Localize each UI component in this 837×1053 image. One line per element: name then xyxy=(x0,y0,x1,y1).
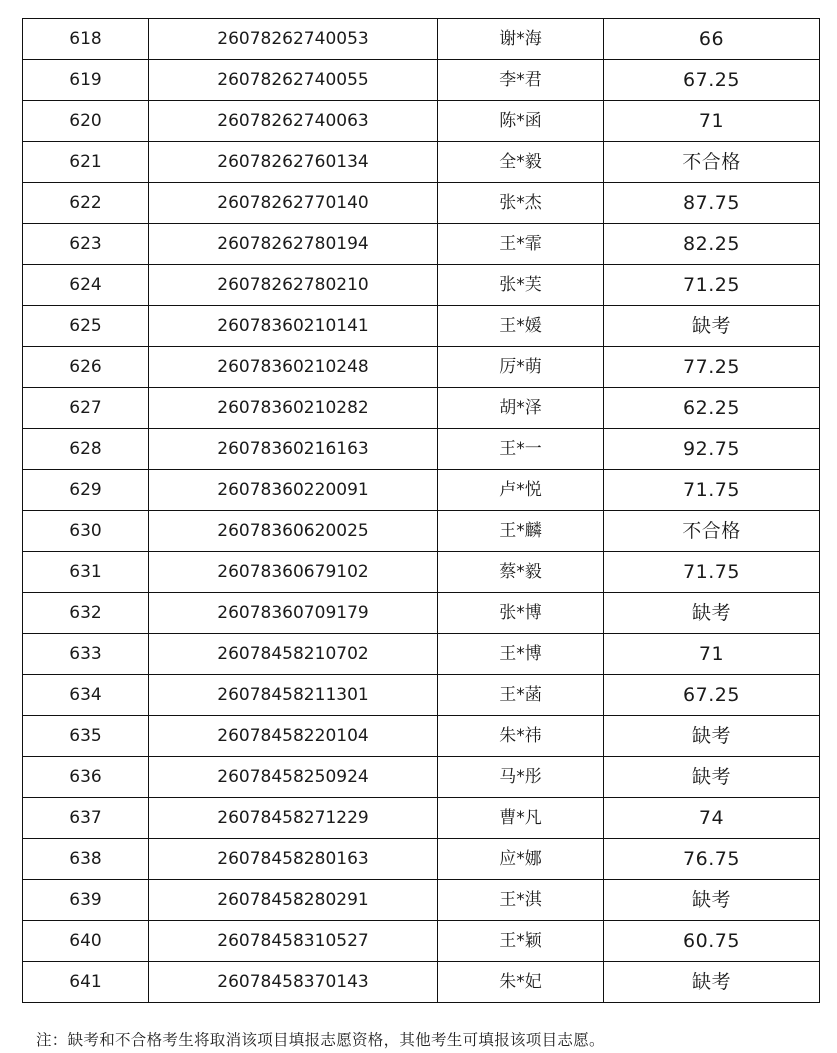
candidate-name-cell: 厉*萌 xyxy=(438,347,604,388)
score-cell: 67.25 xyxy=(604,60,820,101)
table-row xyxy=(23,593,820,634)
candidate-name-cell: 张*杰 xyxy=(438,183,604,224)
table-row xyxy=(23,798,820,839)
score-cell: 87.75 xyxy=(604,183,820,224)
score-cell: 缺考 xyxy=(604,962,820,1003)
candidate-name-cell: 张*博 xyxy=(438,593,604,634)
row-number-cell: 626 xyxy=(23,347,149,388)
candidate-name-cell: 王*一 xyxy=(438,429,604,470)
candidate-name-cell: 王*媛 xyxy=(438,306,604,347)
score-cell: 82.25 xyxy=(604,224,820,265)
table-row xyxy=(23,183,820,224)
score-cell: 76.75 xyxy=(604,839,820,880)
row-number-cell: 619 xyxy=(23,60,149,101)
row-number-cell: 627 xyxy=(23,388,149,429)
row-number-cell: 635 xyxy=(23,716,149,757)
candidate-name-cell: 李*君 xyxy=(438,60,604,101)
table-row xyxy=(23,388,820,429)
table-row xyxy=(23,470,820,511)
candidate-id-cell: 26078458271229 xyxy=(149,798,438,839)
score-cell: 71.75 xyxy=(604,470,820,511)
candidate-name-cell: 谢*海 xyxy=(438,19,604,60)
row-number-cell: 629 xyxy=(23,470,149,511)
candidate-name-cell: 朱*妃 xyxy=(438,962,604,1003)
candidate-id-cell: 26078262740063 xyxy=(149,101,438,142)
candidate-name-cell: 王*霏 xyxy=(438,224,604,265)
row-number-cell: 620 xyxy=(23,101,149,142)
score-cell: 77.25 xyxy=(604,347,820,388)
row-number-cell: 625 xyxy=(23,306,149,347)
candidate-name-cell: 卢*悦 xyxy=(438,470,604,511)
score-cell: 62.25 xyxy=(604,388,820,429)
table-row xyxy=(23,716,820,757)
candidate-id-cell: 26078458310527 xyxy=(149,921,438,962)
row-number-cell: 631 xyxy=(23,552,149,593)
table-row xyxy=(23,224,820,265)
table-row xyxy=(23,552,820,593)
candidate-name-cell: 蔡*毅 xyxy=(438,552,604,593)
candidate-name-cell: 胡*泽 xyxy=(438,388,604,429)
score-cell: 不合格 xyxy=(604,511,820,552)
candidate-name-cell: 马*彤 xyxy=(438,757,604,798)
candidate-id-cell: 26078360216163 xyxy=(149,429,438,470)
candidate-id-cell: 26078262760134 xyxy=(149,142,438,183)
row-number-cell: 628 xyxy=(23,429,149,470)
score-cell: 71 xyxy=(604,634,820,675)
row-number-cell: 639 xyxy=(23,880,149,921)
row-number-cell: 623 xyxy=(23,224,149,265)
score-cell: 67.25 xyxy=(604,675,820,716)
candidate-id-cell: 26078458280163 xyxy=(149,839,438,880)
candidate-name-cell: 陈*函 xyxy=(438,101,604,142)
candidate-id-cell: 26078458210702 xyxy=(149,634,438,675)
table-row xyxy=(23,962,820,1003)
results-table xyxy=(22,18,820,1003)
candidate-id-cell: 26078458280291 xyxy=(149,880,438,921)
candidate-id-cell: 26078360210248 xyxy=(149,347,438,388)
candidate-id-cell: 26078262770140 xyxy=(149,183,438,224)
candidate-id-cell: 26078262780194 xyxy=(149,224,438,265)
row-number-cell: 636 xyxy=(23,757,149,798)
score-cell: 60.75 xyxy=(604,921,820,962)
candidate-name-cell: 王*博 xyxy=(438,634,604,675)
score-cell: 92.75 xyxy=(604,429,820,470)
candidate-id-cell: 26078360220091 xyxy=(149,470,438,511)
candidate-name-cell: 应*娜 xyxy=(438,839,604,880)
candidate-id-cell: 26078262740053 xyxy=(149,19,438,60)
table-row xyxy=(23,675,820,716)
candidate-id-cell: 26078360620025 xyxy=(149,511,438,552)
results-table-body xyxy=(23,19,820,1003)
candidate-id-cell: 26078458250924 xyxy=(149,757,438,798)
score-cell: 66 xyxy=(604,19,820,60)
candidate-name-cell: 王*淇 xyxy=(438,880,604,921)
table-row xyxy=(23,101,820,142)
score-cell: 71.75 xyxy=(604,552,820,593)
row-number-cell: 630 xyxy=(23,511,149,552)
score-cell: 缺考 xyxy=(604,306,820,347)
candidate-name-cell: 王*麟 xyxy=(438,511,604,552)
score-cell: 71.25 xyxy=(604,265,820,306)
candidate-id-cell: 26078262780210 xyxy=(149,265,438,306)
candidate-name-cell: 曹*凡 xyxy=(438,798,604,839)
candidate-id-cell: 26078458370143 xyxy=(149,962,438,1003)
table-row xyxy=(23,142,820,183)
table-row xyxy=(23,19,820,60)
table-row xyxy=(23,60,820,101)
table-row xyxy=(23,839,820,880)
candidate-name-cell: 张*芙 xyxy=(438,265,604,306)
table-row xyxy=(23,347,820,388)
candidate-id-cell: 26078360709179 xyxy=(149,593,438,634)
candidate-id-cell: 26078360679102 xyxy=(149,552,438,593)
row-number-cell: 622 xyxy=(23,183,149,224)
row-number-cell: 638 xyxy=(23,839,149,880)
footnote: 注：缺考和不合格考生将取消该项目填报志愿资格，其他考生可填报该项目志愿。 xyxy=(36,1031,605,1049)
score-cell: 缺考 xyxy=(604,716,820,757)
table-row xyxy=(23,921,820,962)
candidate-id-cell: 26078458211301 xyxy=(149,675,438,716)
row-number-cell: 641 xyxy=(23,962,149,1003)
candidate-id-cell: 26078360210282 xyxy=(149,388,438,429)
table-row xyxy=(23,880,820,921)
row-number-cell: 624 xyxy=(23,265,149,306)
row-number-cell: 618 xyxy=(23,19,149,60)
candidate-id-cell: 26078262740055 xyxy=(149,60,438,101)
score-cell: 71 xyxy=(604,101,820,142)
table-row xyxy=(23,265,820,306)
score-cell: 缺考 xyxy=(604,880,820,921)
candidate-id-cell: 26078458220104 xyxy=(149,716,438,757)
candidate-name-cell: 全*毅 xyxy=(438,142,604,183)
score-cell: 缺考 xyxy=(604,593,820,634)
table-row xyxy=(23,429,820,470)
candidate-name-cell: 王*颖 xyxy=(438,921,604,962)
score-cell: 74 xyxy=(604,798,820,839)
row-number-cell: 632 xyxy=(23,593,149,634)
table-row xyxy=(23,511,820,552)
row-number-cell: 633 xyxy=(23,634,149,675)
candidate-name-cell: 朱*祎 xyxy=(438,716,604,757)
row-number-cell: 621 xyxy=(23,142,149,183)
table-row xyxy=(23,306,820,347)
score-cell: 不合格 xyxy=(604,142,820,183)
score-cell: 缺考 xyxy=(604,757,820,798)
candidate-name-cell: 王*菡 xyxy=(438,675,604,716)
row-number-cell: 637 xyxy=(23,798,149,839)
table-row xyxy=(23,634,820,675)
row-number-cell: 634 xyxy=(23,675,149,716)
table-row xyxy=(23,757,820,798)
row-number-cell: 640 xyxy=(23,921,149,962)
candidate-id-cell: 26078360210141 xyxy=(149,306,438,347)
